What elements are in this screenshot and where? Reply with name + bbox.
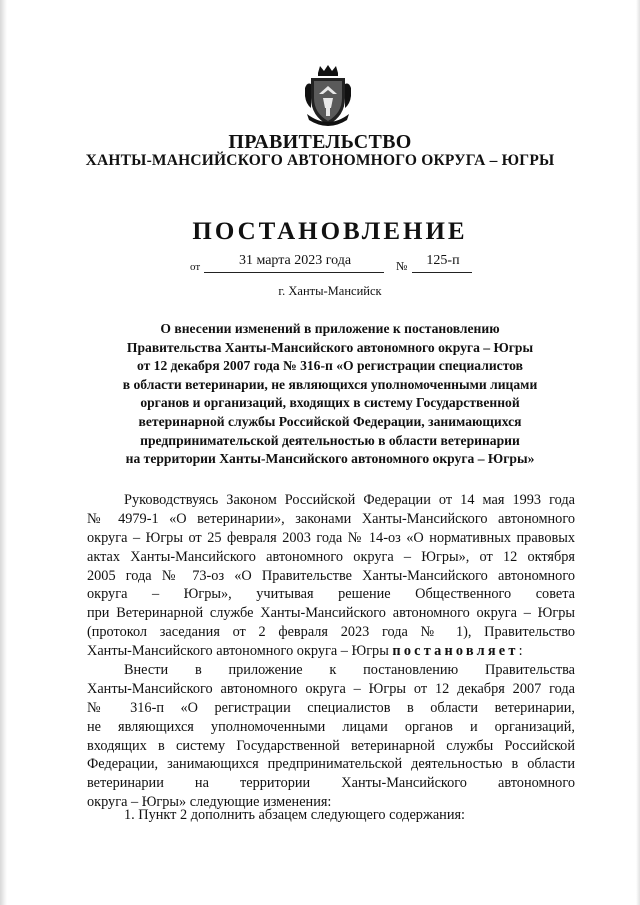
subject-line: ветеринарной службы Российской Федерации, занимающихся — [138, 413, 522, 429]
dateline — [190, 253, 480, 275]
paragraph-line: округа – Югры от 25 февраля 2003 года № 14-оз «О нормативных правовых — [87, 529, 575, 546]
paragraph-line: (протокол заседания от 2 февраля 2023 года № 1), Правительство — [87, 624, 575, 641]
subject-line: Правительства Ханты-Мансийского автономного округа – Югры — [126, 339, 534, 355]
paragraph-item-1: 1. Пункт 2 дополнить абзацем следующего содержания: — [124, 807, 466, 823]
paragraph-line: Руководствуясь Законом Российской Федерации от 14 мая 1993 года — [124, 492, 575, 508]
decree-date: 31 марта 2023 года — [238, 253, 352, 268]
resolves-word: постановляет — [392, 643, 519, 660]
subject-line: на территории Ханты-Мансийского автономного округа – Югры» — [125, 451, 535, 467]
paragraph-amendments — [87, 661, 575, 812]
number-underline — [412, 272, 472, 273]
paragraph-line: при Ветеринарной службе Ханты-Мансийского автономного округа – Югры — [87, 605, 575, 622]
decree-subject — [0, 320, 640, 469]
coat-of-arms-icon — [303, 64, 353, 128]
region-title: ХАНТЫ-МАНСИЙСКОГО АВТОНОМНОГО ОКРУГА – ЮГРЫ — [85, 152, 555, 169]
number-label: № — [396, 259, 408, 273]
date-from-label: от — [190, 261, 201, 273]
colon: : — [518, 643, 523, 660]
paragraph-legal-basis — [87, 491, 575, 661]
paragraph-line: № 316-п «О регистрации специалистов в области ветеринарии, — [87, 699, 575, 716]
paragraph-line: Ханты-Мансийского автономного округа – Югры от 12 декабря 2007 года — [87, 680, 575, 697]
paragraph-line: не являющихся уполномоченными лицами органов и организаций, — [87, 718, 575, 735]
decree-number: 125-п — [426, 253, 460, 268]
paragraph-line: Внести в приложение к постановлению Правительства — [124, 662, 575, 678]
paragraph-line: округа – Югры» следующие изменения: — [87, 794, 332, 811]
paragraph-line: 2005 года № 73-оз «О Правительстве Ханты-Мансийского автономного — [87, 567, 575, 584]
city: г. Ханты-Мансийск — [278, 284, 382, 298]
government-title: ПРАВИТЕЛЬСТВО — [228, 131, 412, 153]
decree-title: ПОСТАНОВЛЕНИЕ — [192, 218, 468, 245]
subject-line: в области ветеринарии, не являющихся уполномоченными лицами — [122, 376, 538, 392]
paragraph-line-text: Ханты-Мансийского автономного округа – Югры — [87, 643, 393, 660]
subject-line: О внесении изменений в приложение к постановлению — [160, 321, 500, 336]
paragraph-line: № 4979-1 «О ветеринарии», законами Ханты-Мансийского автономного — [87, 510, 575, 527]
paragraph-line: Федерации, занимающихся предпринимательской деятельностью в области — [87, 756, 575, 773]
date-underline — [204, 272, 384, 273]
paragraph-line: округа – Югры», учитывая решение Общественного совета — [87, 586, 575, 603]
paragraph-line: актах Ханты-Мансийского автономного округа – Югры», от 12 октября — [87, 548, 575, 565]
subject-line: предпринимательской деятельностью в области ветеринарии — [140, 432, 520, 448]
paragraph-line — [87, 642, 575, 661]
paragraph-line: ветеринарии на территории Ханты-Мансийского автономного — [87, 775, 575, 792]
subject-line: органов и организаций, входящих в систему Государственной — [140, 395, 520, 411]
paragraph-line: входящих в систему Государственной ветеринарной службы Российской — [87, 737, 575, 754]
subject-line: от 12 декабря 2007 года № 316-п «О регистрации специалистов — [136, 358, 523, 374]
